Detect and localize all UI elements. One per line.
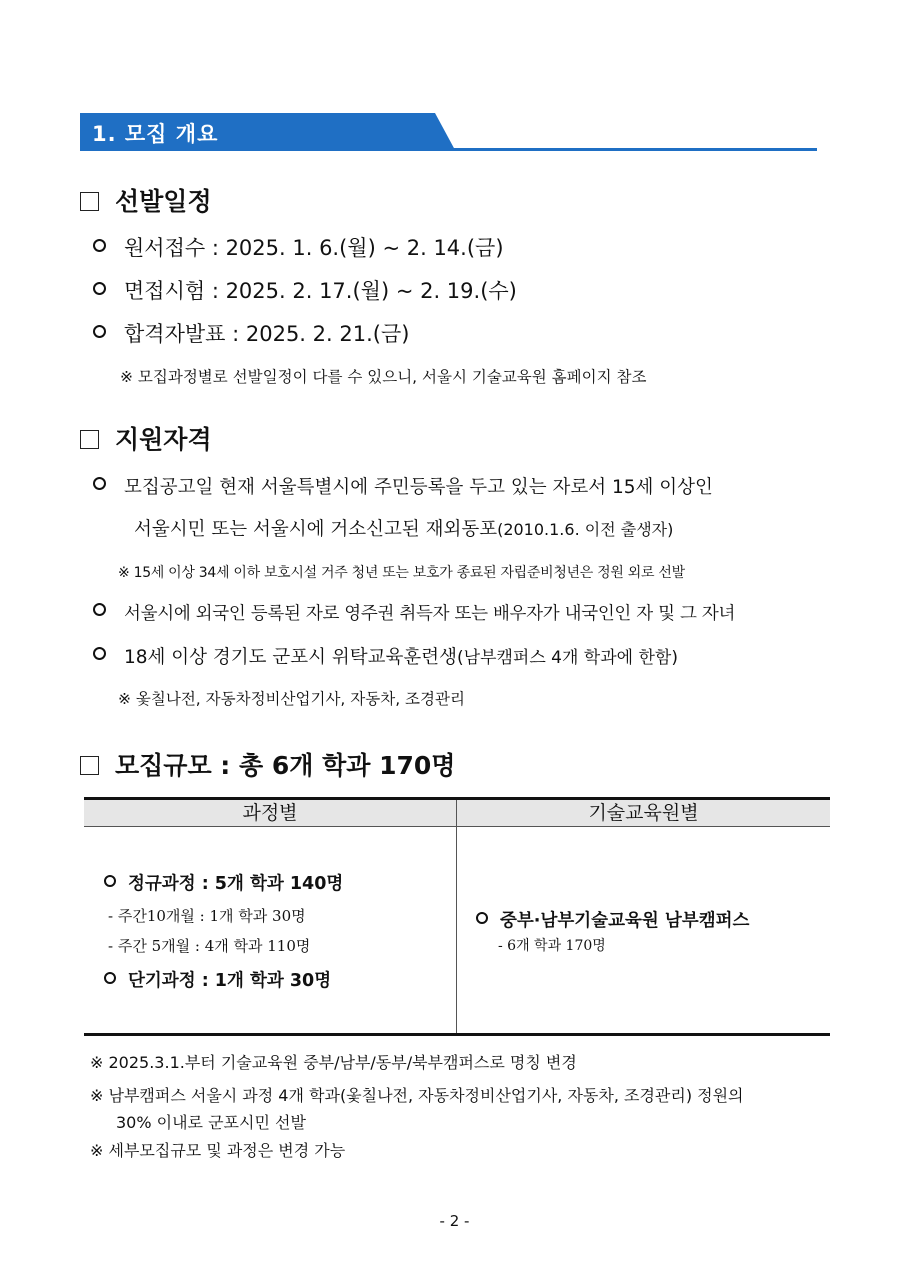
section-title: 1. 모집 개요 — [92, 122, 219, 146]
circle-bullet-icon — [93, 603, 106, 616]
table-cell-regular-sub: - 주간 5개월 : 4개 학과 110명 — [108, 937, 311, 955]
scale-heading: 모집규모 : 총 6개 학과 170명 — [80, 746, 455, 782]
schedule-item: 합격자발표 : 2025. 2. 21.(금) — [93, 318, 409, 348]
section-banner-line — [80, 148, 817, 151]
footnote: ※ 2025.3.1.부터 기술교육원 중부/남부/동부/북부캠퍼스로 명칭 변경 — [90, 1053, 577, 1072]
table-header-course: 과정별 — [242, 802, 298, 824]
table-cell-regular: 정규과정 : 5개 학과 140명 — [104, 870, 343, 895]
eligibility-item: 18세 이상 경기도 군포시 위탁교육훈련생(남부캠퍼스 4개 학과에 한함) — [93, 643, 678, 669]
checkbox-square-icon — [80, 756, 99, 775]
footnote-continuation: 30% 이내로 군포시민 선발 — [116, 1113, 306, 1132]
circle-bullet-icon — [93, 477, 106, 490]
checkbox-square-icon — [80, 430, 99, 449]
eligibility-item: 모집공고일 현재 서울특별시에 주민등록을 두고 있는 자로서 15세 이상인 — [93, 473, 713, 499]
eligibility-heading: 지원자격 — [80, 420, 212, 456]
footnote: ※ 세부모집규모 및 과정은 변경 가능 — [90, 1141, 346, 1160]
eligibility-item-continuation: 서울시민 또는 서울시에 거소신고된 재외동포(2010.1.6. 이전 출생자) — [134, 519, 674, 540]
table-cell-short: 단기과정 : 1개 학과 30명 — [104, 967, 331, 992]
schedule-item: 면접시험 : 2025. 2. 17.(월) ~ 2. 19.(수) — [93, 275, 517, 305]
circle-bullet-icon — [93, 282, 106, 295]
schedule-note: ※ 모집과정별로 선발일정이 다를 수 있으니, 서울시 기술교육원 홈페이지 참조 — [120, 368, 647, 386]
page-number: - 2 - — [439, 1212, 470, 1230]
circle-bullet-icon — [93, 239, 106, 252]
circle-bullet-icon — [476, 912, 488, 924]
circle-bullet-icon — [93, 647, 106, 660]
schedule-item: 원서접수 : 2025. 1. 6.(월) ~ 2. 14.(금) — [93, 232, 504, 262]
circle-bullet-icon — [104, 875, 116, 887]
eligibility-note: ※ 15세 이상 34세 이하 보호시설 거주 청년 또는 보호가 종료된 자립준비청년은 정원 외로 선발 — [118, 565, 685, 581]
table-column-divider — [456, 800, 457, 1033]
table-cell-campus: 중부·남부기술교육원 남부캠퍼스 — [476, 907, 749, 932]
table-cell-regular-sub: - 주간10개월 : 1개 학과 30명 — [108, 907, 306, 925]
eligibility-item: 서울시에 외국인 등록된 자로 영주권 취득자 또는 배우자가 내국인인 자 및 그 자녀 — [93, 600, 735, 625]
table-header-rule — [84, 826, 830, 827]
footnote: ※ 남부캠퍼스 서울시 과정 4개 학과(옻칠나전, 자동차정비산업기사, 자동차, 조경관리) 정원의 — [90, 1086, 744, 1105]
table-cell-campus-sub: - 6개 학과 170명 — [498, 938, 606, 954]
table-bottom-rule — [84, 1033, 830, 1036]
table-header-campus: 기술교육원별 — [588, 802, 699, 824]
circle-bullet-icon — [104, 972, 116, 984]
schedule-heading: 선발일정 — [80, 182, 212, 218]
circle-bullet-icon — [93, 325, 106, 338]
eligibility-note: ※ 옻칠나전, 자동차정비산업기사, 자동차, 조경관리 — [118, 690, 465, 708]
checkbox-square-icon — [80, 192, 99, 211]
